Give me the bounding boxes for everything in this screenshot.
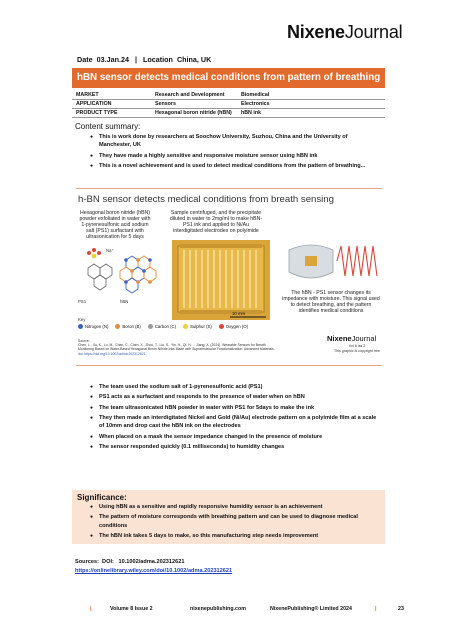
list-item: ● When placed on a mask the sensor impedance changed in the presence of moisture — [90, 433, 380, 441]
oxygen-dot — [219, 324, 224, 329]
sulphur-dot — [183, 324, 188, 329]
list-item: ● They have made a highly sensitive and responsive moisture sensor using hBN ink — [90, 152, 380, 160]
list-item: ● The team used the sodium salt of 1-pyrenesulfonic acid (PS1) — [90, 383, 380, 391]
figure-top-rule — [76, 188, 382, 189]
meta-row — [72, 100, 385, 109]
summary-list — [90, 133, 380, 172]
significance-title: Significance: — [77, 493, 127, 502]
meta-label: PRODUCT TYPE — [76, 110, 118, 116]
article-headline: hBN sensor detects medical conditions from pattern of breathing — [72, 68, 385, 88]
list-item: ● Using hBN as a sensitive and rapidly responsive humidity sensor is an achievement — [90, 503, 380, 511]
key-label: Carbon (C) — [154, 324, 177, 329]
sources — [75, 558, 232, 576]
meta-value: Hexagonal boron nitride (hBN) — [155, 110, 232, 116]
figure-issue: Vol 8 Iss 2 — [348, 344, 366, 348]
infographic — [76, 188, 382, 366]
footer-volume: Volume 8 Issue 2 — [110, 606, 153, 612]
key-label: Boron (B) — [122, 324, 141, 329]
meta-value: Research and Development — [155, 92, 225, 98]
key-item — [219, 324, 248, 329]
meta-value: hBN ink — [241, 110, 262, 116]
list-item: ● The pattern of moisture corresponds with breathing pattern and can be used to diagnose medical conditions — [90, 513, 380, 529]
journal-logo — [287, 22, 402, 43]
figure-brand — [327, 334, 376, 343]
meta-value: Biomedical — [241, 92, 270, 98]
location-label: Location — [142, 55, 173, 64]
label-na: Na⁺ — [106, 248, 114, 253]
hbn-lattice — [120, 256, 156, 293]
label-hbn: hBN — [120, 299, 129, 304]
brand-name-light: Journal — [344, 22, 403, 42]
meta-label: MARKET — [76, 92, 99, 98]
list-item: ● The hBN ink takes 5 days to make, so this manufacturing step needs improvement — [90, 532, 380, 540]
key-item — [115, 324, 140, 329]
key-item — [78, 324, 108, 329]
meta-row — [72, 91, 385, 100]
list-item: ● This is work done by researchers at Soochow University, Suzhou, China and the University of Manchester, UK — [90, 133, 380, 149]
sensor-photo — [172, 240, 270, 320]
location-value: China, UK — [176, 55, 212, 64]
key-label: Nitrogen (N) — [85, 324, 109, 329]
key-label: Sulphur (S) — [190, 324, 212, 329]
figure-brand-light: Journal — [351, 334, 377, 343]
sources-label: Sources: — [75, 559, 99, 565]
meta-row — [72, 109, 385, 118]
mask-and-signal — [281, 236, 381, 290]
key-label: Oxygen (O) — [225, 324, 249, 329]
summary-title: Content summary: — [75, 122, 141, 131]
dateline — [77, 55, 211, 64]
footer-divider: | — [90, 606, 92, 612]
figure-brand-bold: Nixene — [327, 334, 352, 343]
source-label: Source: — [78, 339, 90, 343]
date-value: 03.Jan.24 — [96, 55, 129, 64]
molecule-illustration — [78, 244, 158, 300]
figure-brand-sub — [329, 344, 385, 353]
list-item: ● They then made an interdigitated Nickel and Gold (Ni/Au) electrode pattern on a polyimide film at a scale of 10mm and drop cast the hBN ink on the electrodes — [90, 414, 380, 430]
meta-value: Sensors — [155, 101, 176, 107]
meta-value: Electronics — [241, 101, 270, 107]
ps1-molecule — [87, 248, 112, 290]
doi-value: 10.1002/adma.202312621 — [118, 559, 185, 565]
doi-label: DOI: — [102, 559, 114, 565]
date-label: Date — [77, 55, 93, 64]
list-item: ● The team ultrasonicated hBN powder in water with PS1 for 5days to make the ink — [90, 404, 380, 412]
meta-label: APPLICATION — [76, 101, 112, 107]
page-number: 23 — [398, 606, 404, 612]
caption-middle: Sample centrifuged, and the precipitate diluted in water to 2mg/ml to make hBN-PS1 ink and applied to Ni/Au interdigitated electrodes on polyimide — [169, 210, 263, 235]
meta-table — [72, 91, 385, 118]
brand-name-bold: Nixene — [287, 22, 345, 42]
figure-source — [78, 339, 278, 356]
list-item: ● The sensor responded quickly (0.1 milliseconds) to humidity changes — [90, 443, 380, 451]
key-item — [183, 324, 212, 329]
details-list — [90, 383, 380, 454]
footer-copyright: NixenePublishing® Limited 2024 — [270, 606, 352, 612]
figure-bottom-rule — [76, 365, 382, 366]
footer-divider: | — [375, 606, 377, 612]
carbon-dot — [148, 324, 153, 329]
caption-left: Hexagonal boron nitride (hBN) powder exfoliated in water with 1-pyrenesulfonic acid sodium salt (PS1) surfactant with ultrasonication for 5 days — [79, 210, 151, 241]
dateline-separator: | — [134, 55, 137, 64]
list-item: ● This is a novel achievement and is used to detect medical conditions from the pattern of breathing... — [90, 162, 380, 170]
boron-dot — [115, 324, 120, 329]
figure-title: h-BN sensor detects medical conditions from breath sensing — [78, 194, 334, 205]
footer-site-link[interactable]: nixenepublishing.com — [190, 606, 246, 612]
scale-label: 10 mm — [232, 311, 246, 316]
list-item: ● PS1 acts as a surfactant and responds to the presence of water when on hBN — [90, 393, 380, 401]
source-url-link[interactable]: https://onlinelibrary.wiley.com/doi/10.1002/adma.202312621 — [75, 568, 233, 574]
key-title: Key — [78, 317, 86, 322]
source-link[interactable]: doi: https://doi.org/10.1002/adma.202312621 — [78, 351, 146, 356]
key-item — [148, 324, 176, 329]
figure-copyright: This graphic is copyright free — [334, 348, 380, 353]
nitrogen-dot — [78, 324, 83, 329]
key-legend — [78, 324, 248, 329]
label-ps1: PS1 — [78, 299, 87, 304]
significance-list — [90, 503, 380, 542]
caption-right: The hBN - PS1 sensor changes its impedance with moisture. This signal used to detect breathing, and the pattern identifies medical conditions — [282, 290, 380, 315]
source-text: Chen, L., Xu, K., Lu, M., Chen, C., Chen, X., Zhou, T., Liu, S., Yin, H., Qi, H. ... Jiang, X. (2024). Wearable Sensors for Breath Monitoring Based on Water-Based Hexagonal Boron Nitride Inks Made with Supramolecular Functionalization. Advanced Materials. — [78, 343, 275, 352]
